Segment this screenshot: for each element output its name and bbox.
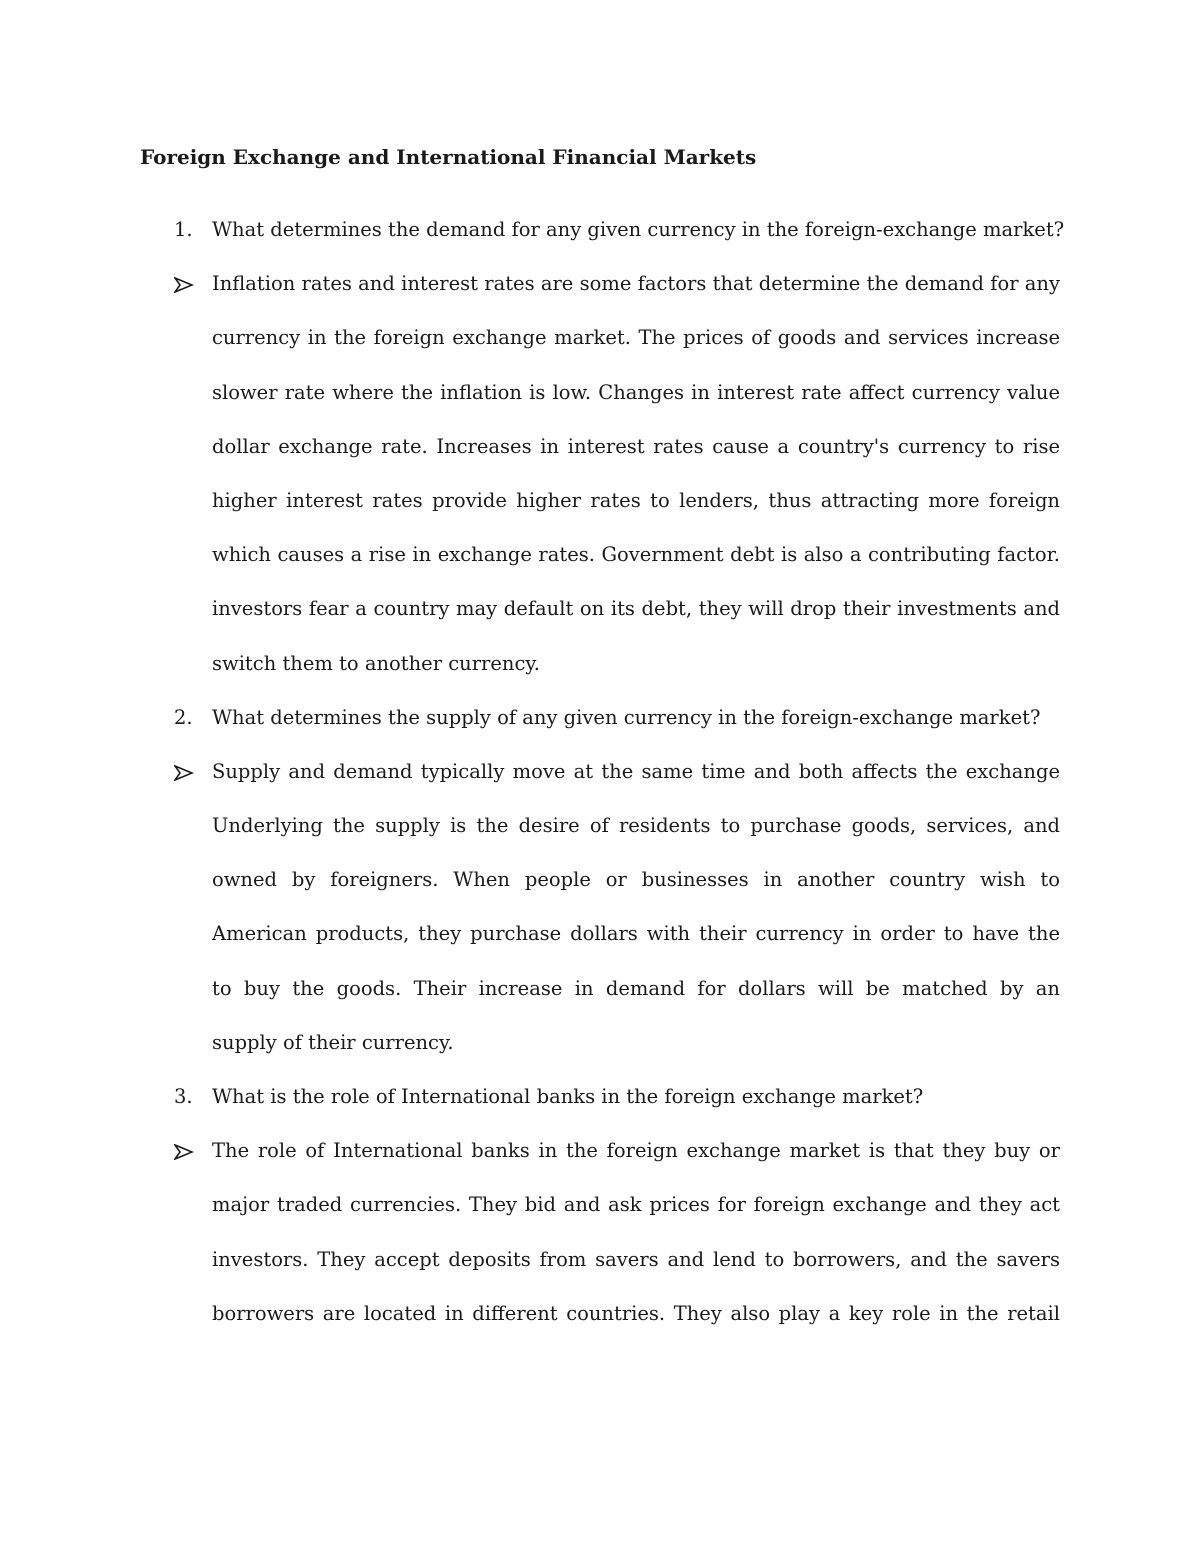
answer-line (140, 582, 1060, 636)
answer-line (140, 474, 1060, 528)
list-number: 3. (174, 1085, 193, 1108)
answer-text: owned by foreigners. When people or businesses in another country wish to (212, 868, 1060, 892)
answer-line (140, 311, 1060, 365)
answer-line (140, 1287, 1060, 1341)
answer-line (140, 853, 1060, 907)
question-text: What determines the supply of any given currency in the foreign-exchange market? (212, 705, 1041, 729)
answer-text: switch them to another currency. (212, 651, 540, 675)
arrow-bullet-icon (174, 745, 210, 781)
question-3 (140, 1070, 1060, 1124)
question-1 (140, 203, 1065, 257)
answer-text: American products, they purchase dollars with their currency in order to have the (212, 922, 1060, 946)
answer-line (140, 257, 1060, 311)
document-body (140, 203, 1065, 1341)
answer-line (140, 420, 1060, 474)
answer-line (140, 528, 1060, 582)
answer-line (140, 745, 1060, 799)
answer-text: major traded currencies. They bid and ask prices for foreign exchange and they act (212, 1193, 1060, 1217)
answer-text: slower rate where the inflation is low. Changes in interest rate affect currency value (212, 380, 1060, 404)
document-title: Foreign Exchange and International Financial Markets (140, 145, 757, 169)
arrow-bullet-icon (174, 1124, 210, 1160)
answer-line (140, 1016, 1060, 1070)
answer-line (140, 907, 1060, 961)
answer-line (140, 366, 1060, 420)
question-text: What is the role of International banks in the foreign exchange market? (212, 1085, 924, 1108)
answer-text: dollar exchange rate. Increases in interest rates cause a country's currency to rise (212, 434, 1060, 458)
list-number: 2. (174, 705, 193, 729)
answer-text: borrowers are located in different countries. They also play a key role in the retail (212, 1301, 1060, 1325)
answer-text: currency in the foreign exchange market. The prices of goods and services increase (212, 326, 1060, 350)
arrow-bullet-icon (174, 257, 210, 293)
answer-text: Inflation rates and interest rates are some factors that determine the demand for any (212, 272, 1060, 296)
answer-text: investors. They accept deposits from savers and lend to borrowers, and the savers (212, 1247, 1060, 1271)
answer-text: Underlying the supply is the desire of residents to purchase goods, services, and (212, 814, 1060, 838)
answer-line (140, 637, 1060, 691)
answer-line (140, 799, 1060, 853)
question-text: What determines the demand for any given currency in the foreign-exchange market? (212, 218, 1065, 241)
answer-text: The role of International banks in the foreign exchange market is that they buy or (212, 1139, 1060, 1163)
answer-line (140, 962, 1060, 1016)
answer-text: to buy the goods. Their increase in demand for dollars will be matched by an (212, 976, 1060, 1000)
answer-line (140, 1233, 1060, 1287)
answer-line (140, 1124, 1060, 1178)
answer-text: investors fear a country may default on its debt, they will drop their investments and (212, 597, 1060, 621)
list-number: 1. (174, 218, 193, 241)
answer-text: which causes a rise in exchange rates. Government debt is also a contributing factor. (212, 543, 1060, 567)
answer-text: higher interest rates provide higher rates to lenders, thus attracting more foreign (212, 488, 1060, 512)
question-2 (140, 691, 1060, 745)
answer-text: supply of their currency. (212, 1030, 454, 1054)
answer-text: Supply and demand typically move at the same time and both affects the exchange (212, 759, 1060, 783)
answer-line (140, 1178, 1060, 1232)
